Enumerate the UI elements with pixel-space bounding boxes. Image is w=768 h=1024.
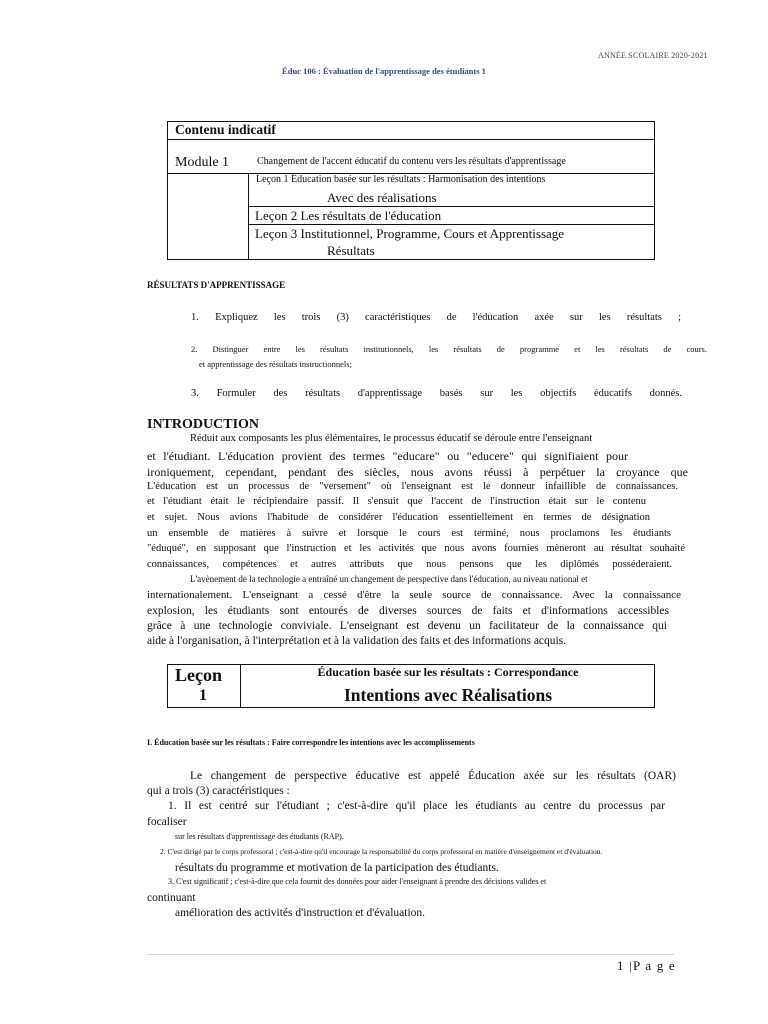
lesson-number: 1 bbox=[199, 687, 207, 704]
outcome-item-3: 3. Formuler des résultats d'apprentissage basés sur les objectifs éducatifs donnés. bbox=[191, 388, 682, 399]
section-line: 2. C'est dirigé par le corps professoral ; c'est-à-dire qu'il encourage la responsabilité du corps professoral en matière d'enseignement et d'évaluation. bbox=[160, 847, 603, 856]
intro-line: connaissances, compétences et autres attributs que nous pensons que les diplômés posséderaient. bbox=[147, 559, 672, 570]
intro-title: INTRODUCTION bbox=[147, 417, 260, 432]
intro-line: et l'étudiant. L'éducation provient des termes "educare" ou "educere" qui signifiaient pour bbox=[147, 449, 628, 463]
section-line: 3. C'est significatif ; c'est-à-dire que cela fournit des données pour aider l'enseignant à prendre des décisions valides et bbox=[168, 877, 547, 886]
lesson2: Leçon 2 Les résultats de l'éducation bbox=[255, 208, 442, 223]
intro-line: "éduqué", en supposant que l'instruction et les activités que nous avons fournies mèneront au résultat souhaité bbox=[147, 543, 685, 554]
module-label: Module 1 bbox=[175, 155, 230, 170]
section-line: amélioration des activités d'instruction et d'évaluation. bbox=[175, 907, 426, 919]
outcome-item-2-cont: et apprentissage des résultats instructionnels; bbox=[199, 359, 352, 369]
course-title: Éduc 106 : Évaluation de l'apprentissage des étudiants 1 bbox=[282, 66, 486, 76]
section-line: résultats du programme et motivation de la participation des étudiants. bbox=[175, 862, 499, 874]
lesson3-line2: Résultats bbox=[327, 243, 375, 258]
section-title: I. Éducation basée sur les résultats : Faire correspondre les intentions avec les accomplissements bbox=[147, 738, 475, 747]
section-line: focaliser bbox=[147, 816, 187, 828]
section-line: Le changement de perspective éducative est appelé Éducation axée sur les résultats (OAR) bbox=[190, 770, 676, 782]
lesson-label: Leçon bbox=[175, 665, 222, 685]
intro-line: Réduit aux composants les plus élémentaires, le processus éducatif se déroule entre l'enseignant bbox=[190, 433, 593, 444]
outcome-item-2: 2. Distinguer entre les résultats institutionnels, les résultats de programme et les résultats de cours. bbox=[191, 344, 707, 354]
intro-line: L'avènement de la technologie a entraîné un changement de perspective dans l'éducation, au niveau national et bbox=[190, 574, 588, 584]
table-divider bbox=[248, 224, 655, 225]
content-heading: Contenu indicatif bbox=[175, 122, 276, 137]
lesson1-line1: Leçon 1 Éducation basée sur les résultats : Harmonisation des intentions bbox=[256, 174, 546, 185]
lesson3-line1: Leçon 3 Institutionnel, Programme, Cours et Apprentissage bbox=[255, 226, 565, 241]
outcome-item-1: 1. Expliquez les trois (3) caractéristiques de l'éducation axée sur les résultats ; bbox=[191, 312, 681, 323]
section-line: sur les résultats d'apprentissage des étudiants (RAP). bbox=[175, 832, 344, 841]
intro-line: grâce à une technologie conviviale. L'enseignant est devenu un facilitateur de la connaissance qui bbox=[147, 620, 667, 632]
lesson1-line2: Avec des réalisations bbox=[327, 190, 437, 205]
section-line: qui a trois (3) caractéristiques : bbox=[147, 785, 290, 797]
intro-line: et sujet. Nous avions l'habitude de considérer l'éducation essentiellement en termes de désignation bbox=[147, 512, 650, 523]
lesson-title: Intentions avec Réalisations bbox=[343, 685, 553, 705]
table-divider bbox=[248, 206, 655, 207]
intro-line: et l'étudiant était le récipiendaire passif. Il s'ensuit que l'accent de l'instruction était sur le contenu bbox=[147, 496, 646, 507]
section-line: 1. Il est centré sur l'étudiant ; c'est-à-dire qu'il place les étudiants au centre du processus par bbox=[168, 800, 665, 812]
school-year: ANNÉE SCOLAIRE 2020-2021 bbox=[598, 51, 708, 60]
intro-line: un ensemble de matières à suivre et lorsque le cours est terminé, nous proclamons les étudiants bbox=[147, 528, 671, 539]
intro-line: internationalement. L'enseignant a cessé d'être la seule source de connaissance. Avec la connaissance bbox=[147, 589, 681, 601]
table-column-divider bbox=[248, 173, 249, 260]
intro-line: L'éducation est un processus de "versement" où l'enseignant est le donneur infaillible de connaissances. bbox=[147, 481, 678, 492]
table-divider bbox=[167, 139, 655, 140]
intro-line: explosion, les étudiants sont entourés de diverses sources de faits et d'informations accessibles bbox=[147, 605, 669, 617]
module-description: Changement de l'accent éducatif du contenu vers les résultats d'apprentissage bbox=[257, 156, 566, 167]
section-line: continuant bbox=[147, 892, 196, 904]
intro-line: aide à l'organisation, à l'interprétation et à la validation des faits et des informations acquis. bbox=[147, 635, 567, 647]
footer-rule bbox=[147, 954, 674, 955]
outcomes-title: RÉSULTATS D'APPRENTISSAGE bbox=[147, 280, 286, 290]
intro-line: ironiquement, cependant, pendant des siècles, nous avons réussi à perpétuer la croyance que bbox=[147, 465, 688, 479]
page-number: 1 |P a g e bbox=[617, 958, 676, 973]
lesson-subtitle: Éducation basée sur les résultats : Correspondance bbox=[317, 665, 579, 679]
